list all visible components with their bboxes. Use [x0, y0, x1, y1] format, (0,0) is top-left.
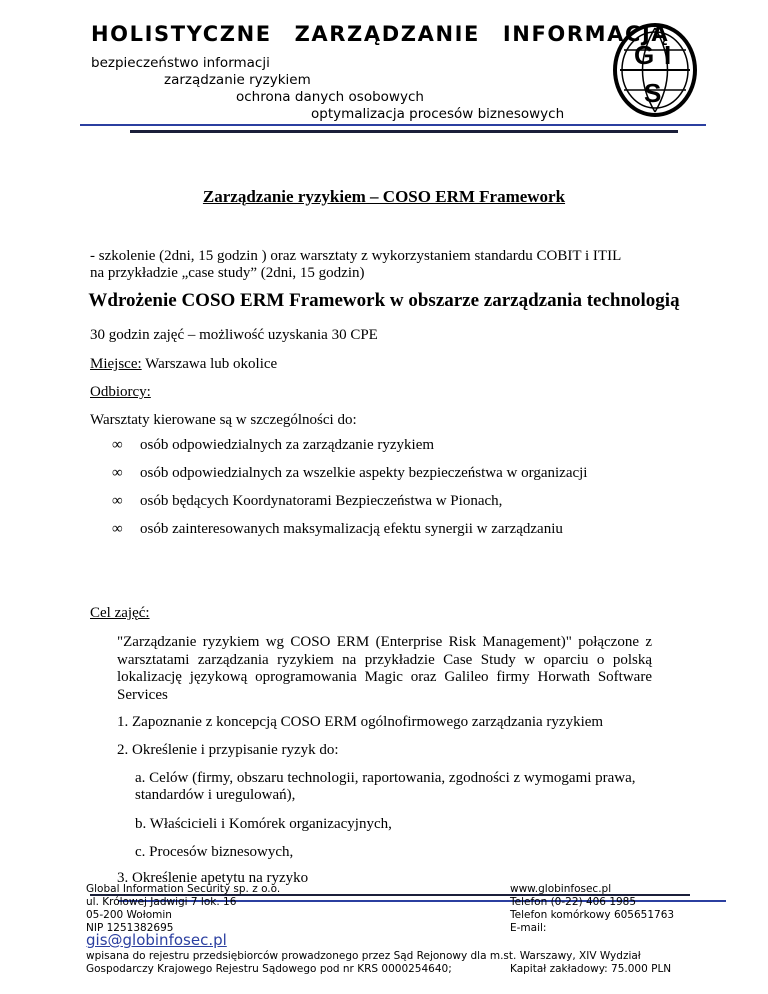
- audience-label: Odbiorcy:: [90, 384, 151, 400]
- footer-contact-info: [510, 880, 674, 935]
- footer-registry-line-1: wpisana do rejestru przedsiębiorców prowadzonego przez Sąd Rejonowy dla m.st. Warszawy, XIV Wydział: [86, 950, 641, 962]
- footer-company-name: Global Information Security sp. z o.o.: [86, 883, 281, 895]
- footer-address: ul. Królowej Jadwigi 7 lok. 16: [86, 896, 237, 908]
- goal-item-2a-line-2: standardów i uregulowań),: [135, 787, 296, 803]
- logo-letter-i: I: [664, 40, 672, 70]
- audience-bullet-4: [112, 521, 563, 538]
- audience-bullet-1: [112, 437, 434, 454]
- tagline-data-protection: ochrona danych osobowych: [236, 89, 424, 105]
- place-label: Miejsce:: [90, 356, 142, 372]
- list-item: osób będących Koordynatorami Bezpieczeństwa w Pionach,: [140, 493, 503, 509]
- goal-paragraph: "Zarządzanie ryzykiem wg COSO ERM (Enterprise Risk Management)" połączone z warsztatami zarządzania ryzykiem na przykładzie Case Study w oparciu o polską lokalizację językową oprogramowania Magic oraz Galileo firmy Horwath Software Services: [117, 634, 652, 703]
- goal-label: Cel zajęć:: [90, 605, 150, 621]
- logo-letter-s: S: [644, 78, 662, 108]
- place-line: [90, 355, 277, 373]
- intro-line-2: na przykładzie „case study” (2dni, 15 godzin): [90, 265, 365, 281]
- footer-nip: NIP 1251382695: [86, 922, 174, 934]
- logo-letter-g: G: [634, 40, 655, 70]
- goal-item-2c: c. Procesów biznesowych,: [135, 844, 294, 860]
- goal-item-1: 1. Zapoznanie z koncepcją COSO ERM ogólnofirmowego zarządzania ryzykiem: [117, 714, 604, 730]
- audience-bullet-3: [112, 493, 502, 510]
- intro-line-1: - szkolenie (2dni, 15 godzin ) oraz warsztaty z wykorzystaniem standardu COBIT i ITIL: [90, 248, 622, 264]
- email-link[interactable]: gis@globinfosec.pl: [86, 931, 227, 949]
- tagline-risk: zarządzanie ryzykiem: [164, 72, 311, 88]
- goal-item-2a-line-1: a. Celów (firmy, obszaru technologii, raportowania, zgodności z wymogami prawa,: [135, 770, 636, 786]
- goal-item-2b: b. Właścicieli i Komórek organizacyjnych,: [135, 816, 392, 832]
- footer-mobile: Telefon komórkowy 605651763: [510, 909, 675, 921]
- footer-website[interactable]: www.globinfosec.pl: [510, 883, 612, 895]
- audience-intro: Warsztaty kierowane są w szczególności do:: [90, 412, 357, 428]
- footer-company-info: [86, 880, 280, 935]
- header-rule-blue: [80, 124, 706, 126]
- header-rule-dark: [130, 130, 678, 133]
- footer-registry-line-2: Gospodarczy Krajowego Rejestru Sądowego pod nr KRS 0000254640;: [86, 963, 452, 975]
- list-item: osób odpowiedzialnych za wszelkie aspekty bezpieczeństwa w organizacji: [140, 465, 588, 481]
- list-item: osób odpowiedzialnych za zarządzanie ryzykiem: [140, 437, 435, 453]
- infinity-bullet-icon: ∞: [112, 521, 123, 537]
- footer-city: 05-200 Wołomin: [86, 909, 172, 921]
- infinity-bullet-icon: ∞: [112, 493, 123, 509]
- infinity-bullet-icon: ∞: [112, 465, 123, 481]
- footer-email-label: E-mail:: [510, 922, 547, 934]
- footer-phone: Telefon (0-22) 406 1985: [510, 896, 637, 908]
- list-item: osób zainteresowanych maksymalizacją efektu synergii w zarządzaniu: [140, 521, 563, 537]
- gis-globe-logo: [610, 20, 700, 120]
- section-heading: Wdrożenie COSO ERM Framework w obszarze zarządzania technologią: [88, 290, 680, 311]
- footer-capital: Kapitał zakładowy: 75.000 PLN: [510, 963, 672, 975]
- goal-item-2: 2. Określenie i przypisanie ryzyk do:: [117, 742, 339, 758]
- tagline-security: bezpieczeństwo informacji: [91, 55, 270, 71]
- hours-line: 30 godzin zajęć – możliwość uzyskania 30 CPE: [90, 327, 378, 343]
- audience-bullet-2: [112, 465, 587, 482]
- tagline-optimization: optymalizacja procesów biznesowych: [311, 106, 565, 122]
- header-title: HOLISTYCZNE ZARZĄDZANIE INFORMACJĄ: [91, 22, 670, 46]
- document-title: Zarządzanie ryzykiem – COSO ERM Framework: [202, 187, 566, 206]
- infinity-bullet-icon: ∞: [112, 437, 123, 453]
- goal-item-3: 3. Określenie apetytu na ryzyko: [117, 870, 309, 886]
- place-value: Warszawa lub okolice: [141, 356, 278, 372]
